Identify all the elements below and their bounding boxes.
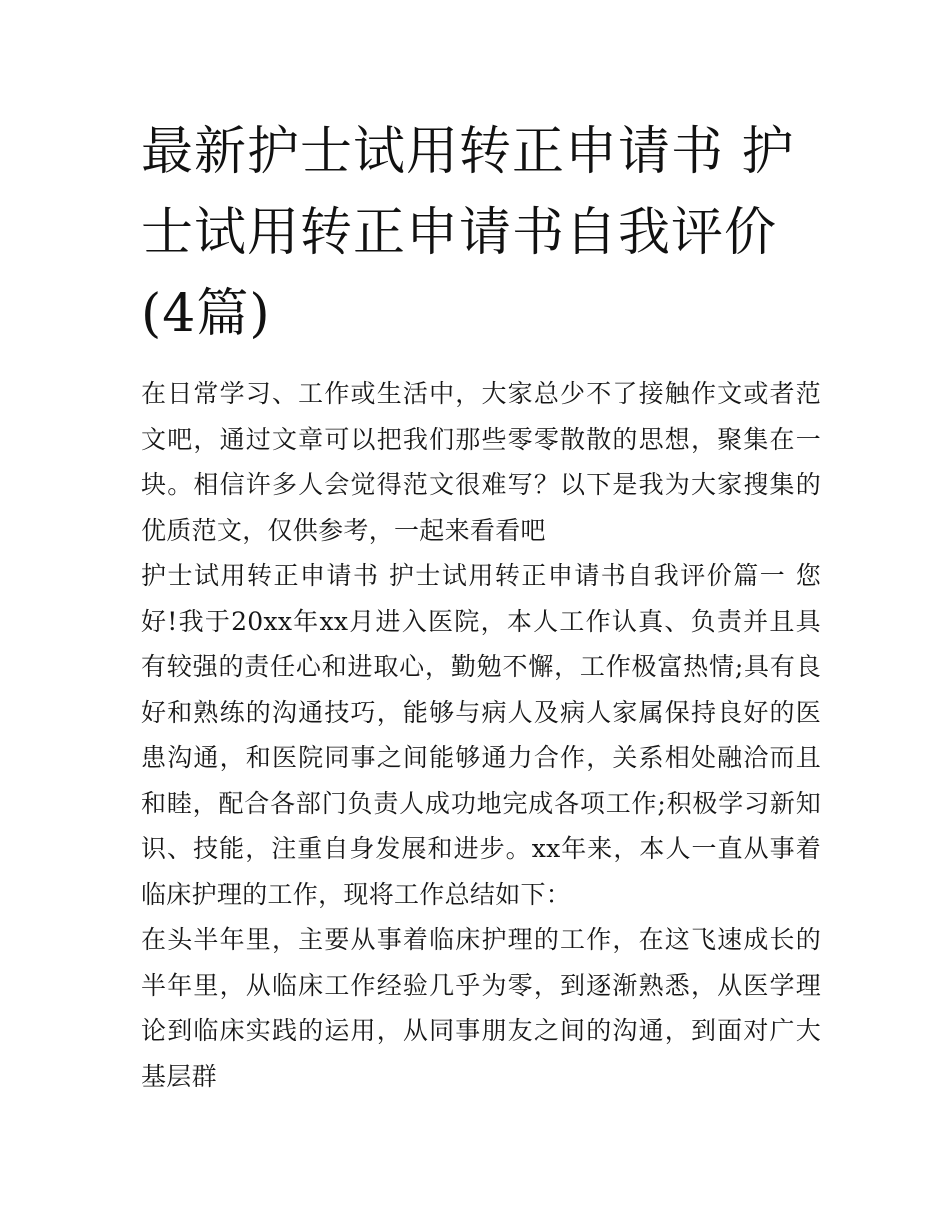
document-page: [141, 112, 821, 1099]
body-paragraph-2: 在头半年里，主要从事着临床护理的工作，在这飞速成长的半年里，从临床工作经验几乎为零，到逐渐熟悉，从医学理论到临床实践的运用，从同事朋友之间的沟通，到面对广大基层群: [141, 925, 821, 1091]
document-body: [141, 371, 821, 1099]
document-title: 最新护士试用转正申请书 护士试用转正申请书自我评价(4篇): [141, 122, 795, 344]
body-paragraph-1: 护士试用转正申请书 护士试用转正申请书自我评价篇一 您好!我于20xx年xx月进入医院，本人工作认真、负责并且具有较强的责任心和进取心，勤勉不懈，工作极富热情;具有良好和熟练的沟通技巧，能够与病人及病人家属保持良好的医患沟通，和医院同事之间能够通力合作，关系相处融洽而且和睦，配合各部门负责人成功地完成各项工作;积极学习新知识、技能，注重自身发展和进步。xx年来，本人一直从事着临床护理的工作，现将工作总结如下：: [141, 561, 821, 909]
intro-paragraph: 在日常学习、工作或生活中，大家总少不了接触作文或者范文吧，通过文章可以把我们那些零零散散的思想，聚集在一块。相信许多人会觉得范文很难写？以下是我为大家搜集的优质范文，仅供参考，一起来看看吧: [141, 379, 821, 545]
